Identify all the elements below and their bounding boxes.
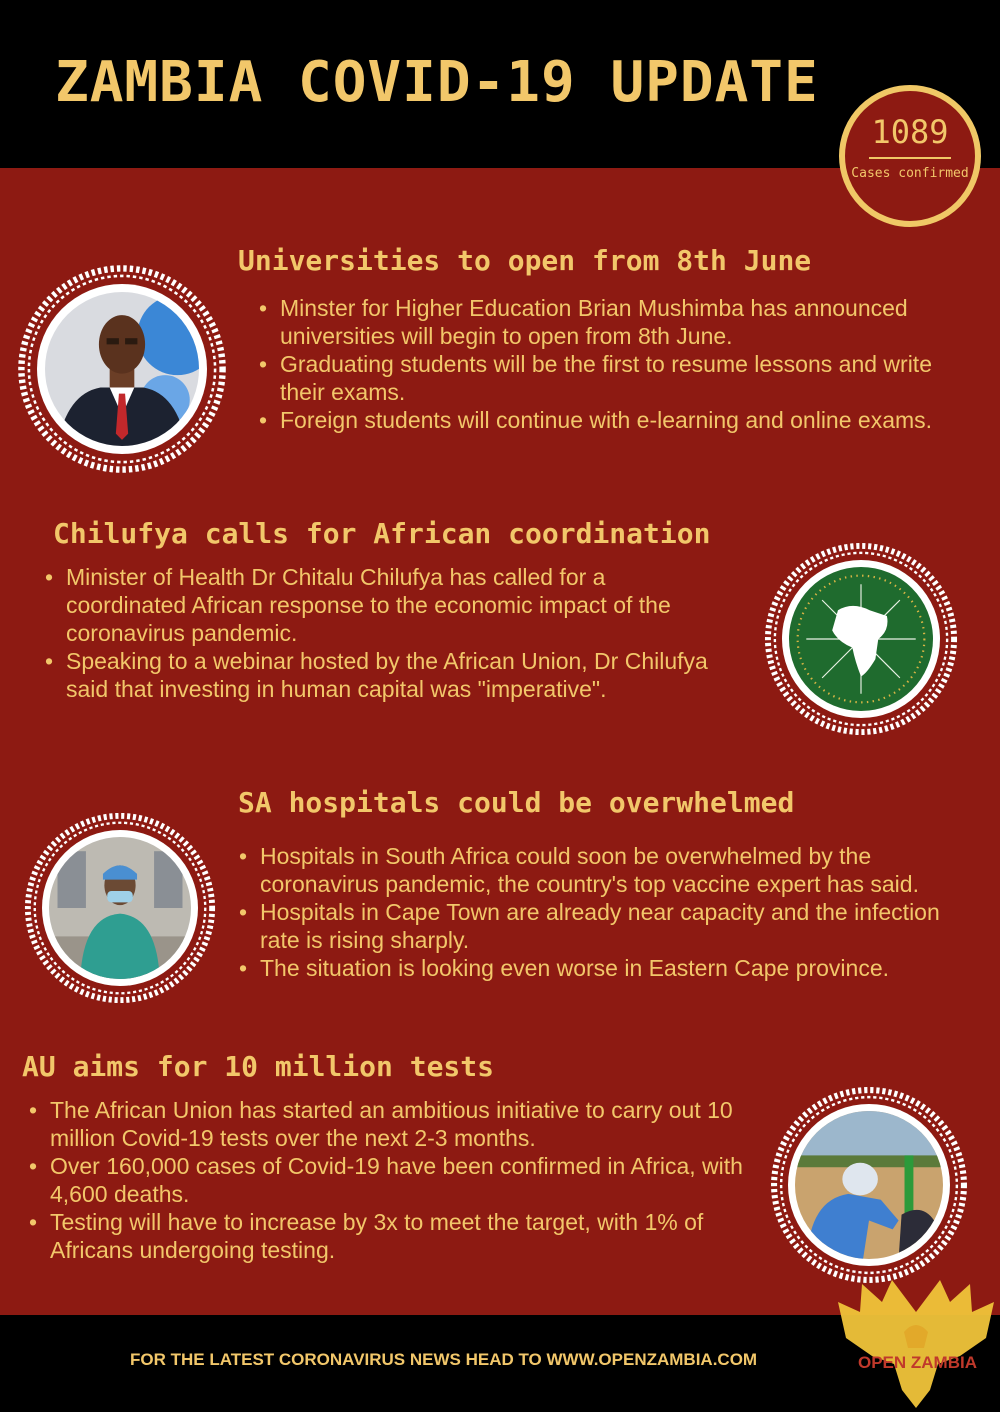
section-heading: SA hospitals could be overwhelmed bbox=[238, 786, 795, 819]
testing-photo-icon bbox=[795, 1111, 943, 1259]
section-heading: Universities to open from 8th June bbox=[238, 244, 812, 277]
section-bullets bbox=[26, 1096, 746, 1264]
section-heading: AU aims for 10 million tests bbox=[22, 1050, 495, 1083]
section-bullets bbox=[42, 563, 722, 703]
bullet-item: • Hospitals in South Africa could soon be overwhelmed by the coronavirus pandemic, the country's top vaccine expert has said. bbox=[236, 842, 956, 898]
bullet-item: • Testing will have to increase by 3x to meet the target, with 1% of Africans undergoing testing. bbox=[26, 1208, 746, 1264]
logo-text: OPEN ZAMBIA bbox=[858, 1353, 977, 1372]
bullet-item: • Speaking to a webinar hosted by the African Union, Dr Chilufya said that investing in human capital was "imperative". bbox=[42, 647, 722, 703]
footer-text: FOR THE LATEST CORONAVIRUS NEWS HEAD TO WWW.OPENZAMBIA.COM bbox=[130, 1350, 758, 1369]
health-worker-photo-icon bbox=[49, 837, 191, 979]
bullet-item: • Hospitals in Cape Town are already near capacity and the infection rate is rising sharply. bbox=[236, 898, 956, 954]
bullet-item: • Over 160,000 cases of Covid-19 have been confirmed in Africa, with 4,600 deaths. bbox=[26, 1152, 746, 1208]
page-title: ZAMBIA COVID-19 UPDATE bbox=[55, 50, 819, 115]
eagle-logo-icon bbox=[832, 1272, 1000, 1412]
cases-badge bbox=[839, 85, 981, 227]
section-bullets bbox=[256, 294, 946, 434]
section-bullets bbox=[236, 842, 956, 982]
section-image-frame bbox=[762, 540, 960, 738]
section-image-frame bbox=[15, 262, 229, 476]
minister-portrait-icon bbox=[45, 292, 199, 446]
bullet-item: • Minster for Higher Education Brian Mushimba has announced universities will begin to open from 8th June. bbox=[256, 294, 946, 350]
bullet-item: • The situation is looking even worse in Eastern Cape province. bbox=[236, 954, 956, 982]
bullet-item: • The African Union has started an ambitious initiative to carry out 10 million Covid-19 tests over the next 2-3 months. bbox=[26, 1096, 746, 1152]
section-image-frame bbox=[768, 1084, 970, 1286]
cases-label: Cases confirmed bbox=[851, 166, 969, 181]
bullet-item: • Graduating students will be the first to resume lessons and write their exams. bbox=[256, 350, 946, 406]
african-union-emblem-icon bbox=[789, 567, 933, 711]
bullet-item: • Foreign students will continue with e-learning and online exams. bbox=[256, 406, 946, 434]
section-image-frame bbox=[22, 810, 218, 1006]
section-heading: Chilufya calls for African coordination bbox=[53, 517, 711, 550]
badge-divider bbox=[869, 157, 951, 159]
cases-count: 1089 bbox=[871, 113, 949, 151]
bullet-item: • Minister of Health Dr Chitalu Chilufya has called for a coordinated African response to the economic impact of the coronavirus pandemic. bbox=[42, 563, 722, 647]
